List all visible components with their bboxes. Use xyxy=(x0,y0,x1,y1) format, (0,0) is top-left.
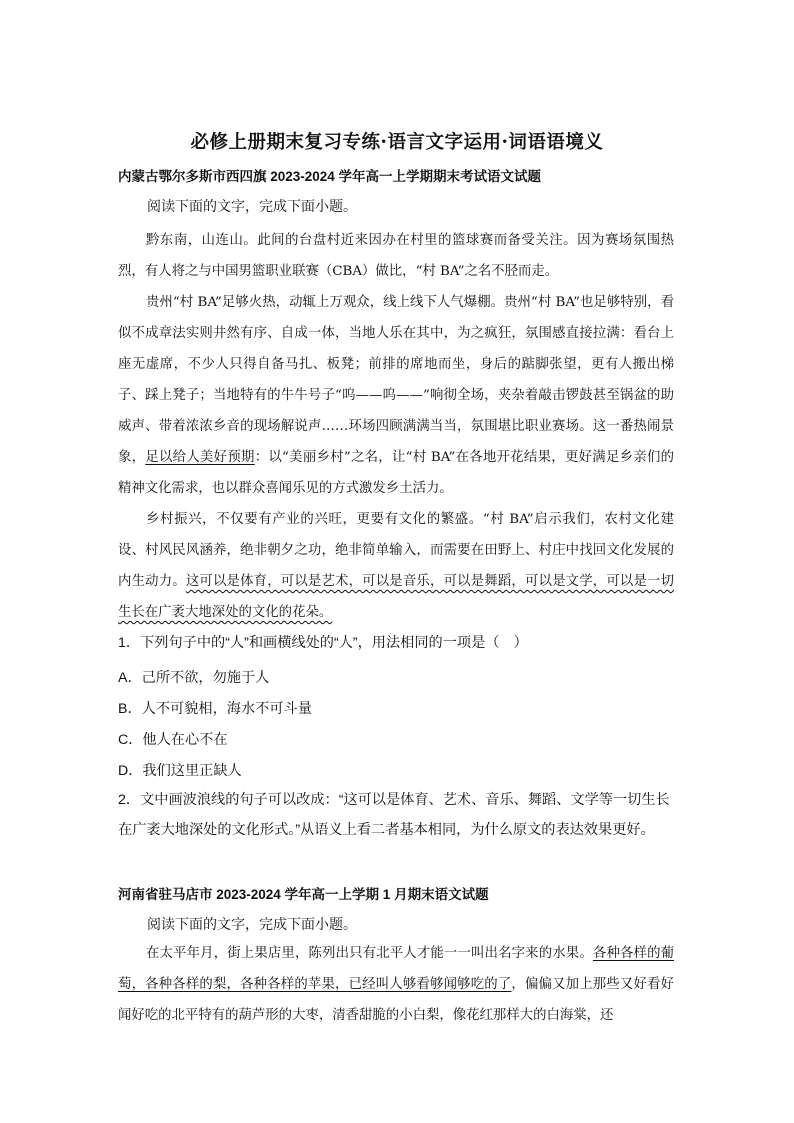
option-d: D．我们这里正缺人 xyxy=(118,763,242,779)
paragraph-text: 乡村振兴，不仅要有产业的兴旺，更要有文化的繁盛。“村 BA”启示我们，农村文化建设、村风民风涵养，绝非朝夕之功，绝非简单输入，而需要在田野上、村庄中找回文化发展的内生动力。 xyxy=(118,512,674,589)
paragraph-text: ，偏偏又加上那些又好看好闻好吃的北平特有的葫芦形的大枣，清香甜脆的小白梨，像花红那样大的白海棠，还 xyxy=(118,977,674,1023)
option-a: A．己所不欲，勿施于人 xyxy=(118,670,270,686)
option-b: B．人不可貌相，海水不可斗量 xyxy=(118,701,312,717)
paragraph-text: 黔东南，山连山。此间的台盘村近来因办在村里的篮球赛而备受关注。因为赛场氛围热烈，有人将之与中国男篮职业联赛（CBA）做比，“村 BA”之名不胫而走。 xyxy=(118,233,674,279)
underlined-phrase: 足以给人美好预期 xyxy=(145,450,255,465)
underlined-phrase: 各种各样的葡萄，各种各样的梨，各种各样的苹果，已经叫人够看够闻够吃的了 xyxy=(118,946,675,992)
page-title: 必修上册期末复习专练·语言文字运用·词语语境义 xyxy=(190,132,604,153)
option-c: C．他人在心不在 xyxy=(118,732,228,748)
question-2: 2．文中画波浪线的句子可以改成：“这可以是体育、艺术、音乐、舞蹈、文学等一切生长在广袤大地深处的文化形式。”从语义上看二者基本相同，为什么原文的表达效果更好。 xyxy=(118,792,670,838)
passage-paragraph xyxy=(118,938,674,1031)
paragraph-text: ：以“美丽乡村”之名，让“村 BA”在各地开花结果，更好满足乡亲们的精神文化需求，也以群众喜闻乐见的方式激发乡土活力。 xyxy=(118,450,675,496)
question-1: 1．下列句子中的“人”和画横线处的“人”，用法相同的一项是（ ） xyxy=(118,635,528,651)
paragraph-text: 贵州“村 BA”足够火热，动辄上万观众，线上线下人气爆棚。贵州“村 BA”也足够特别，看似不成章法实则井然有序、自成一体，当地人乐在其中，为之疯狂，氛围感直接拉满：看台上座无虚席，不少人只得自备马扎、板凳；前排的席地而坐，身后的踮脚张望，更有人搬出梯子、踩上凳子；当地特有的牛牛号子“呜——呜——”响彻全场，夹杂着敲击锣鼓甚至锅盆的助威声、带着浓浓乡音的现场解说声……环场四顾满满当当，氛围堪比职业赛场。这一番热闹景象， xyxy=(118,295,674,465)
wavy-underlined-sentence: 这可以是体育，可以是艺术，可以是音乐，可以是舞蹈，可以是文学，可以是一切生长在广袤大地深处的文化的花朵。 xyxy=(118,574,674,620)
reading-instruction-1: 阅读下面的文字，完成下面小题。 xyxy=(147,198,357,214)
reading-instruction-2: 阅读下面的文字，完成下面小题。 xyxy=(147,916,357,932)
passage-paragraph xyxy=(118,287,674,504)
passage-paragraph xyxy=(118,225,674,287)
passage-paragraph xyxy=(118,504,674,628)
source-line-1: 内蒙古鄂尔多斯市西四旗 2023-2024 学年高一上学期期末考试语文试题 xyxy=(118,169,542,184)
paragraph-text: 在太平年月，街上果店里，陈列出只有北平人才能一一叫出名字来的水果。 xyxy=(146,946,593,961)
source-line-2: 河南省驻马店市 2023-2024 学年高一上学期 1 月期末语文试题 xyxy=(118,887,489,902)
